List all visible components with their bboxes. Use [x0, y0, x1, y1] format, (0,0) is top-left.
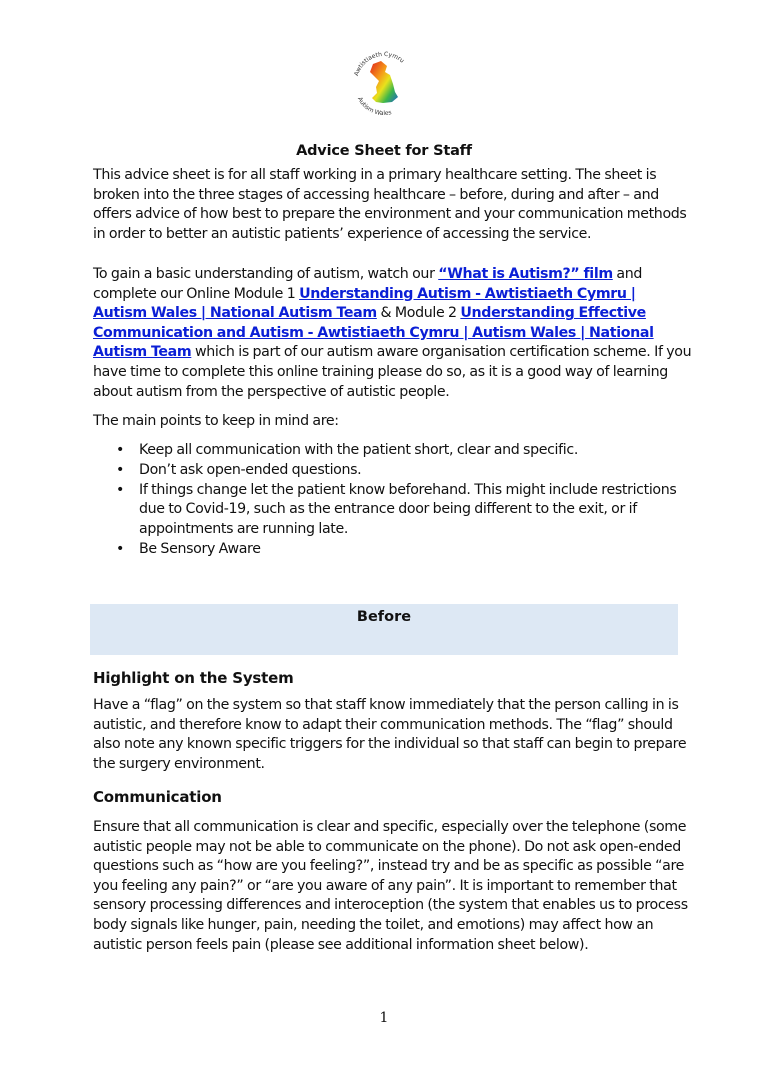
list-item: • Be Sensory Aware: [93, 540, 693, 560]
page-number: 1: [379, 1010, 389, 1026]
training-text-4: which is part of our autism aware organisation certification scheme. If you have time to complete this online training please do so, as it is a good way of learning about autism from the perspective of autistic people.: [93, 344, 692, 400]
wales-map-rainbow-icon: [343, 42, 425, 124]
section-body: Ensure that all communication is clear and specific, especially over the telephone (some autistic people may not be able to communicate on the phone). Do not ask open-ended questions such as “how are you feeling?”, instead try and be as specific as possible “are you feeling any pain?” or “are you aware of any pain”. It is important to remember that sensory processing differences and interoception (the system that enables us to process body signals like hunger, pain, needing the toilet, and emotions) may affect how an autistic person feels pain (please see additional information sheet below).: [93, 819, 688, 953]
svg-text:Autism Wales: Autism Wales: [355, 95, 393, 118]
list-item: • Don’t ask open-ended questions.: [93, 461, 693, 481]
section-body: Have a “flag” on the system so that staff know immediately that the person calling in is autistic, and therefore know to adapt their communication methods. The “flag” should also note any known specific triggers for the individual so that staff can begin to prepare the surgery environment.: [93, 697, 687, 772]
autism-wales-logo: [343, 42, 425, 124]
section-band-before: [90, 604, 678, 655]
section-heading: Communication: [93, 788, 222, 806]
svg-text:Awtistiaeth Cymru: Awtistiaeth Cymru: [353, 50, 406, 77]
main-points-intro: The main points to keep in mind are:: [93, 413, 339, 429]
bullet-icon: •: [116, 442, 125, 458]
page-title: Advice Sheet for Staff: [296, 143, 472, 159]
list-item: • Keep all communication with the patient short, clear and specific.: [93, 441, 693, 461]
module-1-link[interactable]: Understanding Autism - Awtistiaeth Cymru | Autism Wales | National Autism Team: [93, 285, 636, 322]
main-points-list: [93, 441, 693, 560]
bullet-icon: •: [116, 540, 125, 557]
bullet-icon: •: [116, 461, 125, 478]
section-band-label: Before: [356, 609, 412, 625]
what-is-autism-film-link[interactable]: “What is Autism?” film: [438, 266, 613, 282]
training-text-2: and complete our Online Module 1: [93, 266, 643, 302]
module-2-link[interactable]: Understanding Effective Communication and Autism - Awtistiaeth Cymru | Autism Wales | National Autism Team: [93, 305, 654, 361]
training-text-3: & Module 2: [376, 305, 461, 322]
training-paragraph: [93, 265, 693, 402]
training-text-1: To gain a basic understanding of autism, watch our: [93, 266, 439, 282]
section-heading: Highlight on the System: [93, 669, 294, 687]
bullet-icon: •: [116, 481, 125, 498]
list-item: • If things change let the patient know beforehand. This might include restrictions due to Covid-19, such as the entrance door being different to the exit, or if appointments are running late.: [116, 481, 677, 538]
intro-paragraph: This advice sheet is for all staff working in a primary healthcare setting. The sheet is broken into the three stages of accessing healthcare – before, during and after – and offers advice of how best to prepare the environment and your communication methods in order to better an autistic patients’ experience of accessing the service.: [93, 167, 687, 242]
